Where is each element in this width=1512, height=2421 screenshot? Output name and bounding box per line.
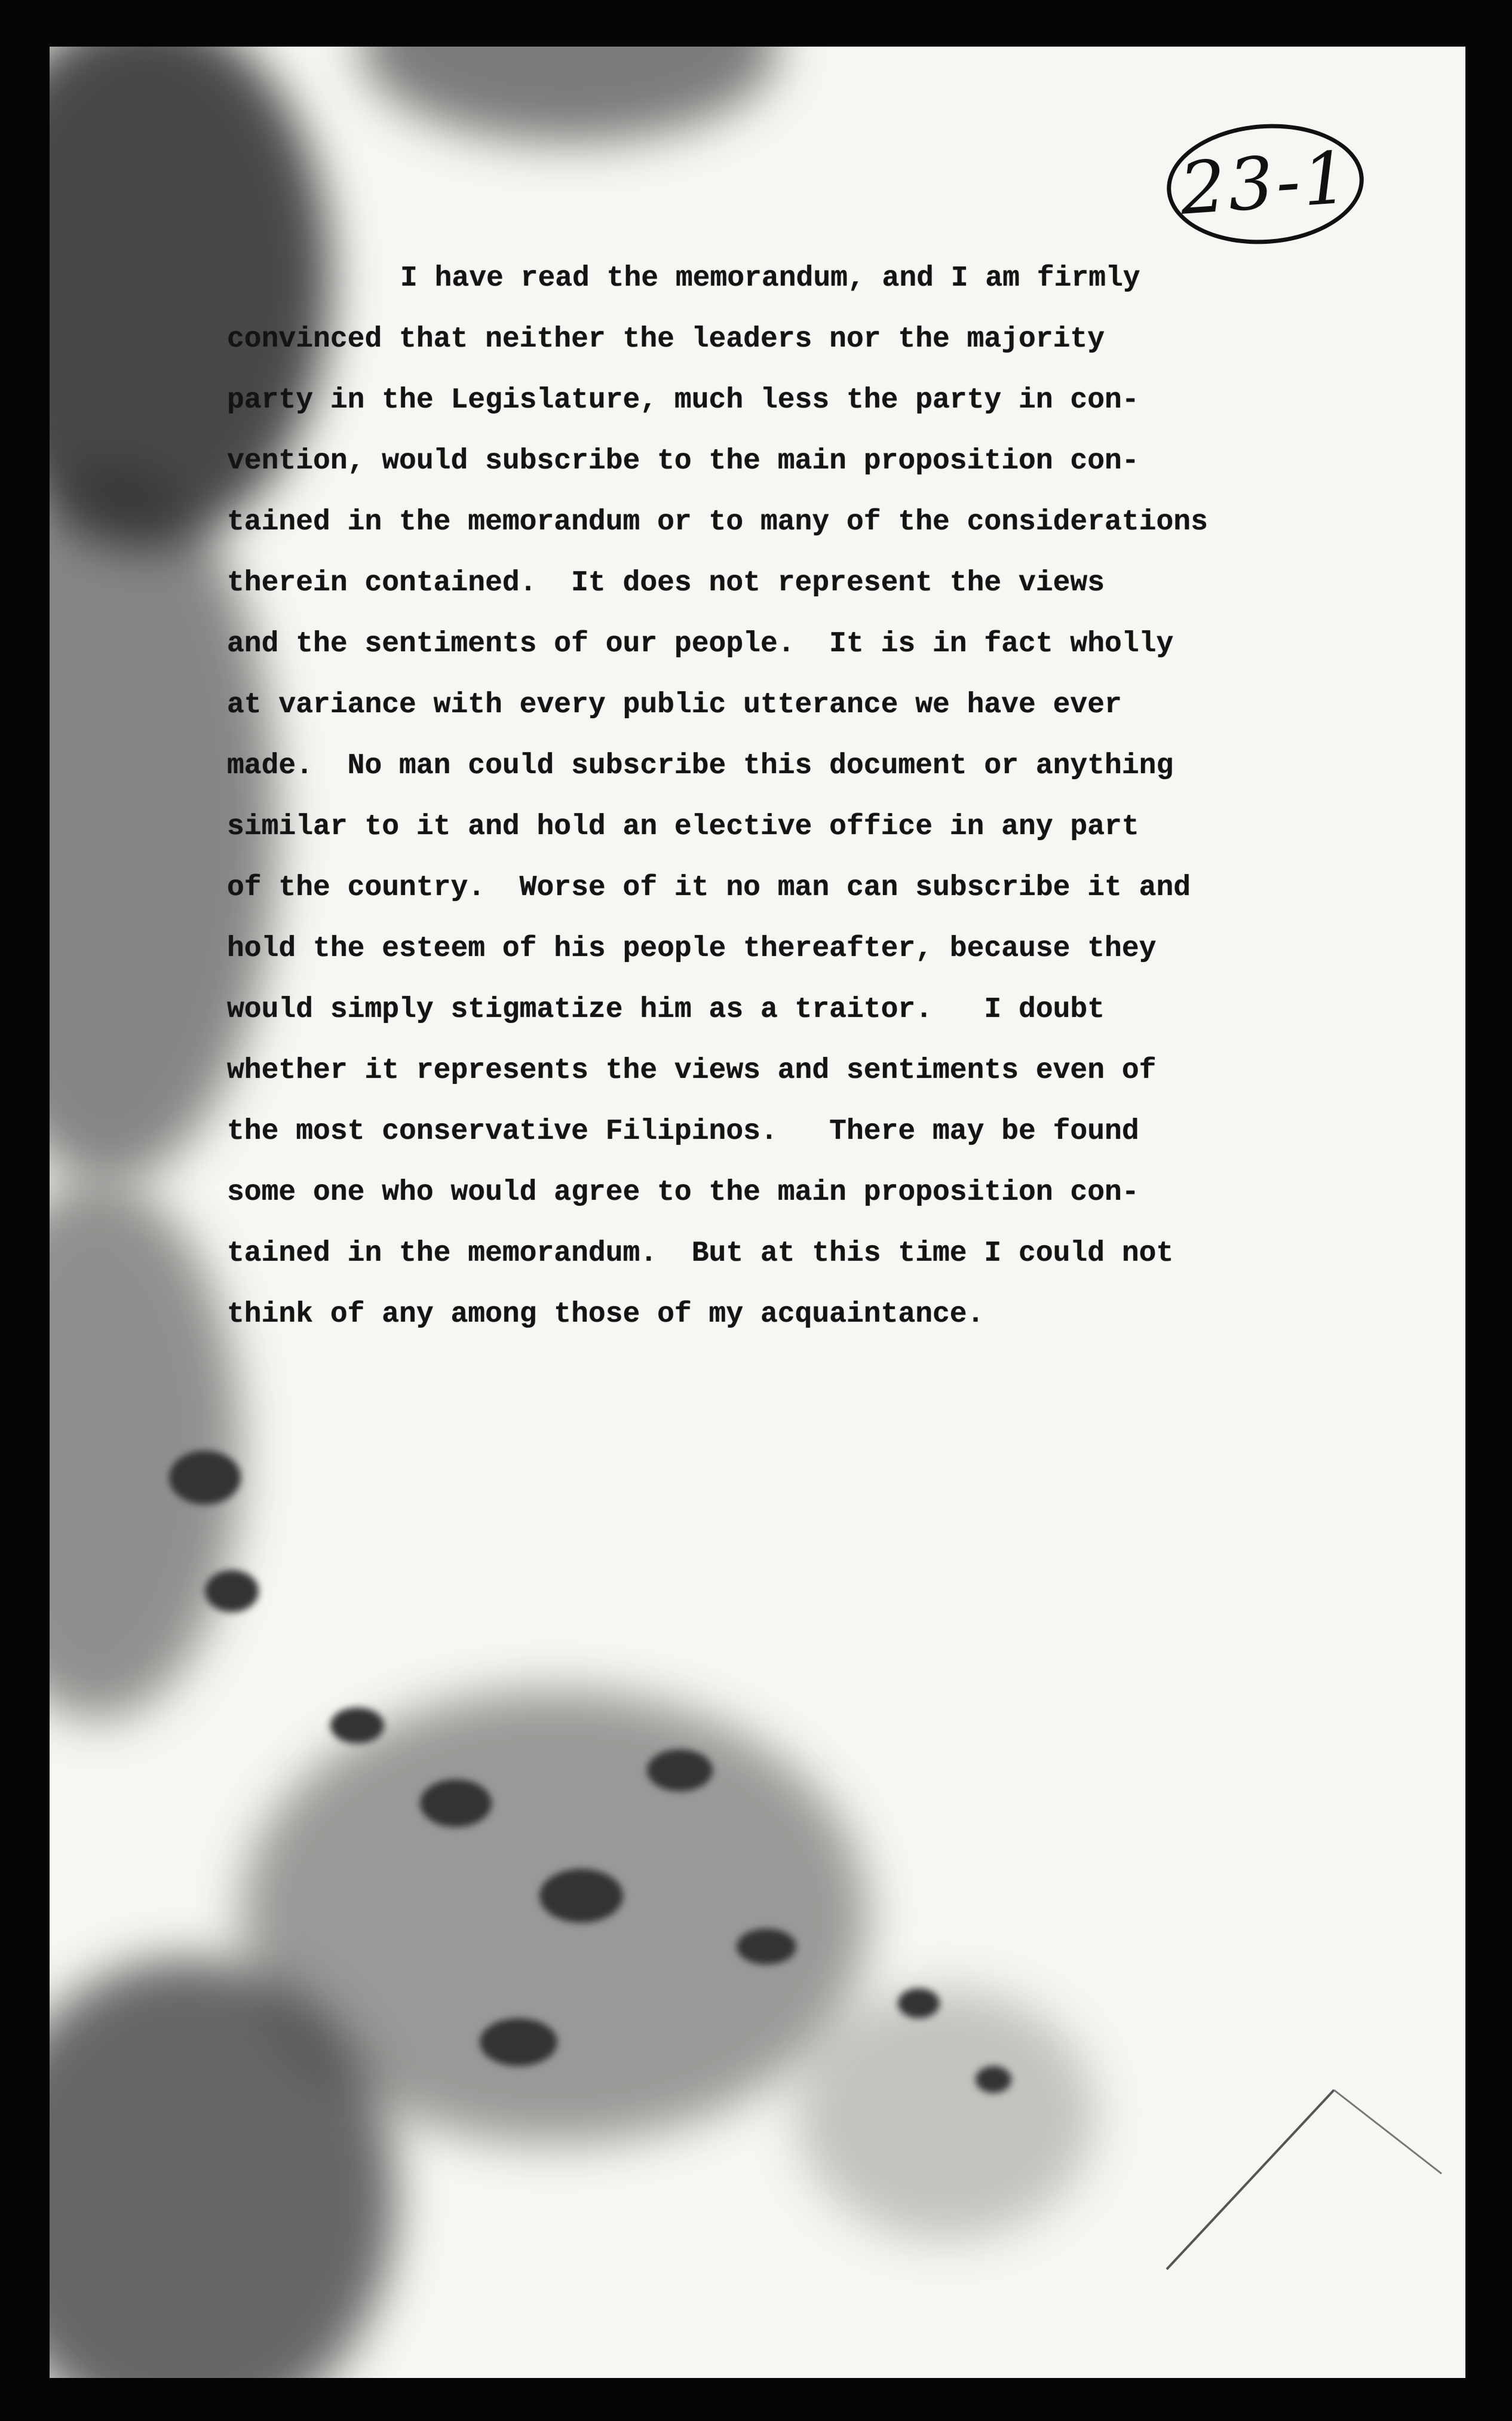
text-line: therein contained. It does not represent the views <box>227 567 1105 599</box>
text-line: party in the Legislature, much less the party in con- <box>227 384 1139 416</box>
text-line: tained in the memorandum or to many of the considerations <box>227 506 1208 538</box>
text-line: would simply stigmatize him as a traitor. I doubt <box>227 994 1105 1026</box>
page-number: 23-1 <box>1177 136 1354 231</box>
text-line: hold the esteem of his people thereafter, because they <box>227 933 1157 965</box>
text-line: think of any among those of my acquaintance. <box>227 1298 985 1331</box>
text-line: the most conservative Filipinos. There may be found <box>227 1116 1139 1148</box>
text-line: made. No man could subscribe this document or anything <box>227 750 1174 782</box>
typed-paragraph <box>227 248 1362 1345</box>
text-line: I have read the memorandum, and I am firmly <box>400 262 1140 295</box>
text-line: some one who would agree to the main proposition con- <box>227 1176 1139 1209</box>
text-line: vention, would subscribe to the main proposition con- <box>227 445 1139 477</box>
text-line: at variance with every public utterance we have ever <box>227 689 1122 721</box>
text-line: of the country. Worse of it no man can subscribe it and <box>227 872 1191 904</box>
text-line: tained in the memorandum. But at this time I could not <box>227 1237 1174 1270</box>
text-line: whether it represents the views and sentiments even of <box>227 1055 1157 1087</box>
text-line: similar to it and hold an elective office in any part <box>227 811 1139 843</box>
text-line: convinced that neither the leaders nor the majority <box>227 323 1105 356</box>
text-line: and the sentiments of our people. It is in fact wholly <box>227 628 1174 660</box>
